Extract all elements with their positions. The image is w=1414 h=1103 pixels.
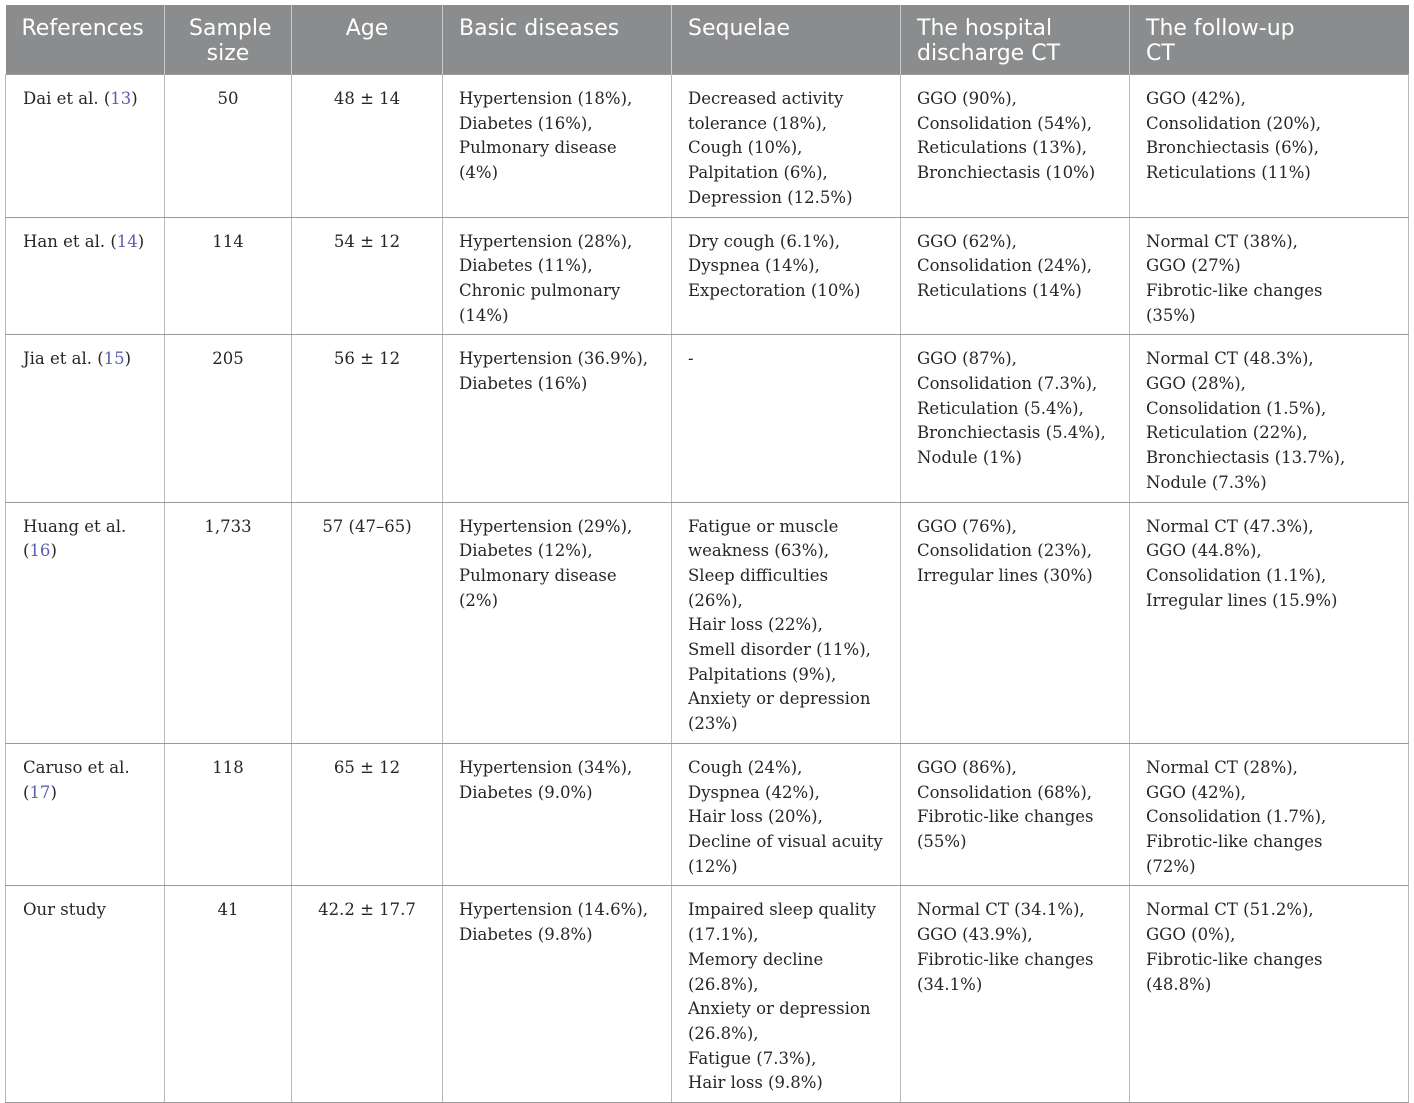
cell-sequelae: Cough (24%), Dyspnea (42%), Hair loss (20%), Decline of visual acuity (12%): [672, 743, 901, 886]
cell-age: 57 (47–65): [292, 502, 443, 743]
table-header: [6, 5, 1409, 75]
cell-sequelae: Fatigue or muscle weakness (63%), Sleep difficulties (26%), Hair loss (22%), Smell disorder (11%), Palpitations (9%), Anxiety or depression (23%): [672, 502, 901, 743]
cell-age: 54 ± 12: [292, 217, 443, 335]
cell-sample-size: 118: [165, 743, 292, 886]
table-row: [6, 743, 1409, 886]
reference-close: ): [50, 541, 57, 561]
cell-basic-diseases: Hypertension (34%), Diabetes (9.0%): [443, 743, 672, 886]
cell-age: 56 ± 12: [292, 335, 443, 502]
cell-basic-diseases: Hypertension (18%), Diabetes (16%), Pulmonary disease (4%): [443, 75, 672, 218]
cell-followup-ct: Normal CT (28%), GGO (42%), Consolidation (1.7%), Fibrotic-like changes (72%): [1130, 743, 1409, 886]
reference-text: Caruso et al. (: [23, 757, 130, 802]
cell-discharge-ct: Normal CT (34.1%), GGO (43.9%), Fibrotic-like changes (34.1%): [901, 886, 1130, 1103]
cell-followup-ct: Normal CT (51.2%), GGO (0%), Fibrotic-like changes (48.8%): [1130, 886, 1409, 1103]
citation-link[interactable]: 16: [29, 541, 51, 561]
reference-text: Han et al. (: [23, 231, 117, 251]
table-row: [6, 335, 1409, 502]
citation-link[interactable]: 17: [29, 782, 51, 802]
cell-sequelae: Dry cough (6.1%), Dyspnea (14%), Expectoration (10%): [672, 217, 901, 335]
cell-age: 65 ± 12: [292, 743, 443, 886]
header-age: Age: [292, 5, 443, 75]
cell-discharge-ct: GGO (62%), Consolidation (24%), Reticulations (14%): [901, 217, 1130, 335]
cell-sample-size: 41: [165, 886, 292, 1103]
header-sequelae: Sequelae: [672, 5, 901, 75]
header-basic-diseases: Basic diseases: [443, 5, 672, 75]
cell-followup-ct: GGO (42%), Consolidation (20%), Bronchiectasis (6%), Reticulations (11%): [1130, 75, 1409, 218]
cell-reference: [6, 743, 165, 886]
cell-reference: [6, 886, 165, 1103]
reference-text: Our study: [23, 900, 106, 920]
reference-close: ): [124, 349, 132, 369]
cell-discharge-ct: GGO (90%), Consolidation (54%), Reticulations (13%), Bronchiectasis (10%): [901, 75, 1130, 218]
cell-basic-diseases: Hypertension (14.6%), Diabetes (9.8%): [443, 886, 672, 1103]
table-row: [6, 502, 1409, 743]
reference-text: Huang et al. (: [23, 516, 127, 561]
citation-link[interactable]: 13: [110, 89, 132, 108]
cell-sample-size: 1,733: [165, 502, 292, 743]
comparison-table: [5, 5, 1409, 1103]
header-references: References: [6, 5, 165, 75]
reference-close: ): [137, 231, 145, 251]
cell-discharge-ct: GGO (76%), Consolidation (23%), Irregular lines (30%): [901, 502, 1130, 743]
header-followup-ct: The follow-up CT: [1130, 5, 1409, 75]
table-body: [6, 75, 1409, 1103]
cell-followup-ct: Normal CT (48.3%), GGO (28%), Consolidation (1.5%), Reticulation (22%), Bronchiectasis (13.7%), Nodule (7.3%): [1130, 335, 1409, 502]
cell-sequelae: -: [672, 335, 901, 502]
cell-reference: [6, 335, 165, 502]
cell-sample-size: 50: [165, 75, 292, 218]
cell-sample-size: 114: [165, 217, 292, 335]
cell-reference: [6, 75, 165, 218]
cell-basic-diseases: Hypertension (28%), Diabetes (11%), Chronic pulmonary (14%): [443, 217, 672, 335]
reference-close: ): [131, 89, 138, 108]
table-row: [6, 217, 1409, 335]
cell-sequelae: Decreased activity tolerance (18%), Cough (10%), Palpitation (6%), Depression (12.5%): [672, 75, 901, 218]
table-row: [6, 75, 1409, 218]
cell-followup-ct: Normal CT (47.3%), GGO (44.8%), Consolidation (1.1%), Irregular lines (15.9%): [1130, 502, 1409, 743]
cell-basic-diseases: Hypertension (29%), Diabetes (12%), Pulmonary disease (2%): [443, 502, 672, 743]
cell-sequelae: Impaired sleep quality (17.1%), Memory decline (26.8%), Anxiety or depression (26.8%), Fatigue (7.3%), Hair loss (9.8%): [672, 886, 901, 1103]
header-sample-size: Sample size: [165, 5, 292, 75]
cell-age: 48 ± 14: [292, 75, 443, 218]
cell-reference: [6, 502, 165, 743]
header-row: [6, 5, 1409, 75]
reference-text: Dai et al. (: [23, 89, 111, 108]
cell-basic-diseases: Hypertension (36.9%), Diabetes (16%): [443, 335, 672, 502]
comparison-table-container: [5, 5, 1408, 1103]
citation-link[interactable]: 15: [103, 349, 125, 369]
table-row: [6, 886, 1409, 1103]
reference-text: Jia et al. (: [23, 349, 104, 369]
cell-sample-size: 205: [165, 335, 292, 502]
cell-discharge-ct: GGO (86%), Consolidation (68%), Fibrotic-like changes (55%): [901, 743, 1130, 886]
citation-link[interactable]: 14: [116, 231, 138, 251]
cell-reference: [6, 217, 165, 335]
cell-discharge-ct: GGO (87%), Consolidation (7.3%), Reticulation (5.4%), Bronchiectasis (5.4%), Nodule (1%): [901, 335, 1130, 502]
reference-close: ): [50, 782, 57, 802]
header-discharge-ct: The hospital discharge CT: [901, 5, 1130, 75]
cell-followup-ct: Normal CT (38%), GGO (27%) Fibrotic-like changes (35%): [1130, 217, 1409, 335]
cell-age: 42.2 ± 17.7: [292, 886, 443, 1103]
